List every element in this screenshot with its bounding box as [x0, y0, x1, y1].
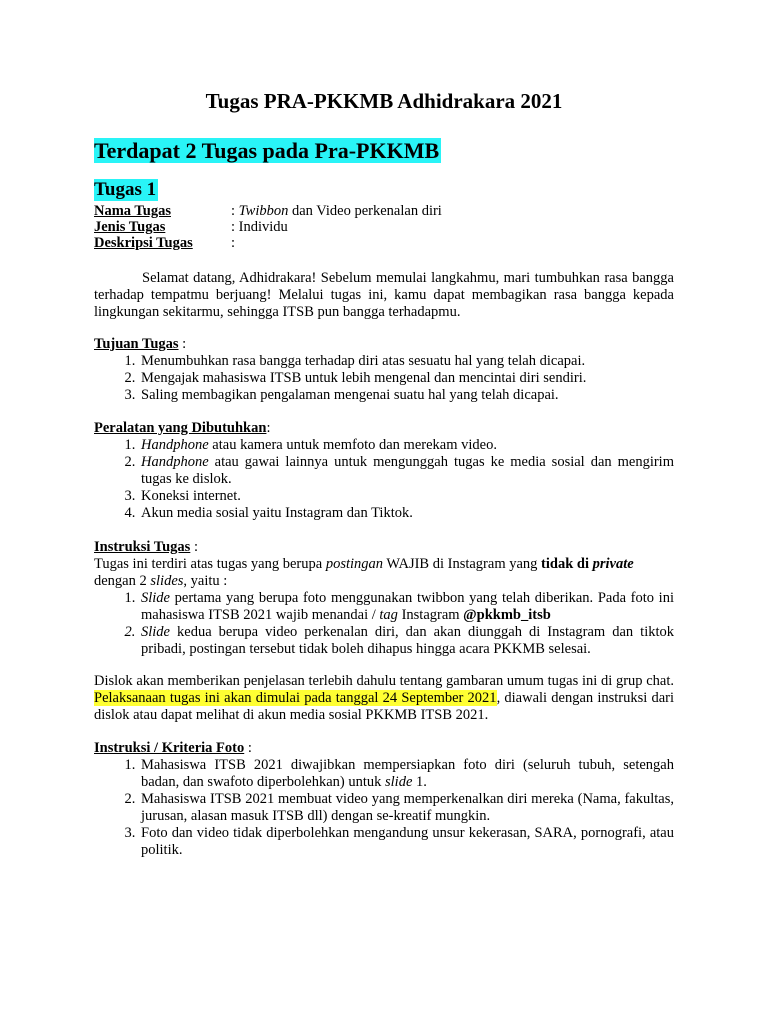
item-italic: Handphone [141, 437, 209, 453]
text-run: Tugas ini terdiri atas tugas yang berupa [94, 556, 326, 572]
field-jenis-label: Jenis Tugas [94, 219, 166, 235]
item-text: atau gawai lainnya untuk mengunggah tugas ke media sosial dan mengirim tugas ke dislok. [141, 454, 674, 487]
item-text: pertama yang berupa foto menggunakan twibbon yang telah diberikan. Pada foto ini mahasiswa ITSB 2021 wajib menandai / [141, 590, 674, 623]
field-nama-prefix: : [231, 203, 239, 219]
field-nama-tugas [94, 203, 442, 219]
intro-paragraph: Selamat datang, Adhidrakara! Sebelum memulai langkahmu, mari tumbuhkan rasa bangga terhadap tempatmu berjuang! Melalui tugas ini, kamu dapat membagikan rasa bangga kepada lingkungan sekitarmu, sehingga ITSB pun bangga terhadapmu. [94, 270, 674, 320]
instagram-handle: @pkkmb_itsb [463, 607, 551, 623]
text-run-italic: postingan [325, 556, 384, 572]
item-text: kedua berupa video perkenalan diri, dan akan diunggah di Instagram dan tiktok pribadi, postingan tersebut tidak boleh dihapus hingga acara PKKMB selesai. [141, 624, 674, 657]
highlighted-date-text: Pelaksanaan tugas ini akan dimulai pada tanggal 24 September 2021 [94, 690, 497, 706]
list-item [139, 590, 674, 624]
item-italic: Slide [141, 590, 170, 606]
item-text: 1. [412, 774, 427, 790]
list-item [139, 624, 674, 658]
field-nama-value: dan Video perkenalan diri [288, 203, 442, 219]
kriteria-heading-line [94, 740, 252, 757]
item-text: Koneksi internet. [141, 488, 241, 504]
kriteria-heading: Instruksi / Kriteria Foto [94, 740, 245, 756]
main-heading: Terdapat 2 Tugas pada Pra-PKKMB [94, 138, 440, 163]
list-item [139, 454, 674, 488]
field-deskripsi-tugas [94, 235, 235, 251]
peralatan-list [94, 437, 674, 522]
field-jenis-value: : Individu [231, 219, 288, 235]
task-heading: Tugas 1 [94, 179, 157, 200]
list-item: 1. Menumbuhkan rasa bangga terhadap diri atas sesuatu hal yang telah dicapai. [139, 353, 674, 370]
peralatan-heading-line [94, 420, 270, 437]
text-run: WAJIB di Instagram yang [383, 556, 542, 572]
instruksi-heading-line [94, 539, 198, 556]
text-run: , yaitu : [183, 573, 228, 589]
item-italic: Slide [141, 624, 170, 640]
list-item: 3. Foto dan video tidak diperbolehkan mengandung unsur kekerasan, SARA, pornografi, atau politik. [139, 825, 674, 859]
instruksi-list [94, 590, 674, 658]
tujuan-colon: : [178, 336, 187, 352]
item-italic: tag [379, 607, 398, 623]
tujuan-list [94, 353, 674, 404]
instruksi-heading: Instruksi Tugas [94, 539, 191, 555]
kriteria-colon: : [244, 740, 252, 756]
field-deskripsi-label: Deskripsi Tugas [94, 235, 193, 251]
list-item [139, 505, 674, 522]
dislok-paragraph [94, 673, 674, 724]
text-run: dengan 2 [94, 573, 151, 589]
item-text: atau kamera untuk memfoto dan merekam video. [208, 437, 497, 453]
item-text: Akun media sosial yaitu Instagram dan Tiktok. [141, 505, 413, 521]
text-run-bold: tidak di [541, 556, 593, 572]
item-italic: slide [385, 774, 413, 790]
list-item: 2. Mahasiswa ITSB 2021 membuat video yang memperkenalkan diri mereka (Nama, fakultas, jurusan, alasan masuk ITSB dll) dengan se-kreatif mungkin. [139, 791, 674, 825]
field-deskripsi-value: : [231, 235, 236, 251]
field-nama-italic: Twibbon [238, 203, 289, 219]
text-run-italic: slides [150, 573, 184, 589]
peralatan-colon: : [266, 420, 271, 436]
text-run: , diawali dengan instruksi dari dislok atau dapat melihat di akun media sosial PKKMB ITSB 2021. [94, 690, 675, 723]
peralatan-heading: Peralatan yang Dibutuhkan [94, 420, 267, 436]
field-nama-label: Nama Tugas [94, 203, 171, 219]
list-item: 3. Saling membagikan pengalaman mengenai suatu hal yang telah dicapai. [139, 387, 674, 404]
list-item [139, 757, 674, 791]
kriteria-list [94, 757, 674, 859]
item-text: Mahasiswa ITSB 2021 diwajibkan mempersiapkan foto diri (seluruh tubuh, setengah badan, dan swafoto diperbolehkan) untuk [141, 757, 674, 790]
tujuan-heading-line [94, 336, 186, 353]
list-item [139, 437, 674, 454]
field-jenis-tugas [94, 219, 288, 235]
item-italic: Handphone [141, 454, 209, 470]
document-title: Tugas PRA-PKKMB Adhidrakara 2021 [205, 89, 563, 113]
list-item: 2. Mengajak mahasiswa ITSB untuk lebih mengenal dan mencintai diri sendiri. [139, 370, 674, 387]
text-run: Dislok akan memberikan penjelasan terlebih dahulu tentang gambaran umum tugas ini di grup chat. [94, 673, 674, 689]
list-item [139, 488, 674, 505]
text-run-bold-italic: private [592, 556, 634, 572]
tujuan-heading: Tujuan Tugas [94, 336, 179, 352]
item-text: Instagram [397, 607, 464, 623]
instruksi-paragraph [94, 556, 674, 590]
instruksi-colon: : [190, 539, 198, 555]
